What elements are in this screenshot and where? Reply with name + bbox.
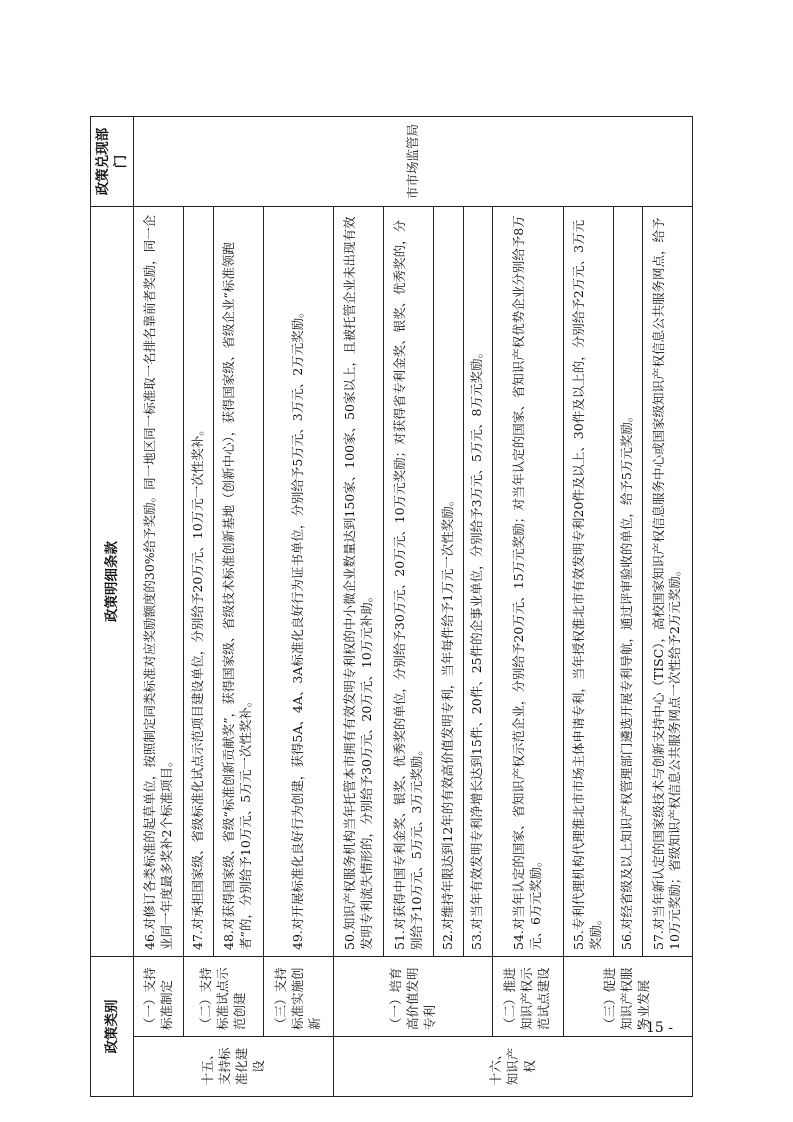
header-dept: 政策兑现部门 [91,117,134,207]
subgroup-name: （三）支持标准实施创新 [263,957,334,1037]
rotated-page-content [90,117,693,1097]
dept-cell: 市市场监管局 [134,117,693,207]
policy-table [90,116,693,1097]
clause-text: 53.对当年有效发明专利净增长达到15件、20件、25件的企事业单位，分别给予3万元、5万元、8万元奖励。 [463,207,492,957]
table-row [642,117,692,1097]
clause-text: 47.对承担国家级、省级标准化试点示范项目建设单位，分别给予20万元、10万元一次性奖补。 [184,207,213,957]
clause-text: 52.对维持年限达到12年的有效高价值发明专利，当年每件给予1万元一次性奖励。 [434,207,463,957]
subgroup-name: （二）推进知识产权示范试点建设 [492,957,563,1037]
clause-text: 46.对修订各类标准的起草单位，按照制定同类标准对应奖励额度的30%给予奖励。同一地区同一标准取一名排名靠前者奖励，同一企业同一年度最多奖补2个标准项目。 [134,207,184,957]
table-row [213,117,263,1097]
subgroup-name: （一）培育高价值发明专利 [334,957,493,1037]
table-row [184,117,213,1097]
clause-text: 56.对经省级及以上知识产权管理部门遴选开展专利导航，通过评审验收的单位，给予5万元奖励。 [613,207,642,957]
table-row [463,117,492,1097]
table-row [492,117,563,1097]
subgroup-name: （二）支持标准试点示范创建 [184,957,263,1037]
table-row [263,117,334,1097]
clause-text: 57.对当年新认定的国家级技术与创新支持中心（TISC），高校国家知识产权信息服务中心或国家级知识产权信息公共服务网点，给予10万元奖励；省级知识产权信息公共服务网点一次性给予2万元奖励。 [642,207,692,957]
clause-text: 49.对开展标准化良好行为创建，获得5A、4A、3A标准化良好行为证书单位，分别给予5万元、3万元、2万元奖励。 [263,207,334,957]
subgroup-name: （一）支持标准制定 [134,957,184,1037]
table-row [434,117,463,1097]
header-row [91,117,134,1097]
table-row [334,117,384,1097]
clause-text: 51.对获得中国专利金奖、银奖、优秀奖的单位，分别给予30万元、20万元、10万元奖励；对获得省专利金奖、银奖、优秀奖的，分别给予10万元、5万元、3万元奖励。 [384,207,434,957]
group-name: 十六、知识产权 [334,1037,693,1097]
header-category: 政策类别 [91,957,134,1097]
table-row [384,117,434,1097]
group-name: 十五、支持标准化建设 [134,1037,334,1097]
table-row [563,117,613,1097]
header-clause: 政策明细条款 [91,207,134,957]
clause-text: 54.对当年认定的国家、省知识产权示范企业，分别给予20万元、15万元奖励；对当年认定的国家、省知识产权优势企业分别给予8万元、6万元奖励。 [492,207,563,957]
clause-text: 55.专利代理机构代理淮北市市场主体申请专利，当年授权淮北市有效发明专利20件及以上、30件及以上的，分别给予2万元、3万元奖励。 [563,207,613,957]
page-number: - 15 - [636,1020,673,1036]
table-row [134,117,184,1097]
table-row [613,117,642,1097]
clause-text: 48.对获得国家级、省级“标准创新贡献奖”，获得国家级、省级技术标准创新基地（创新中心），获得国家级、省级企业“标准领跑者”的，分别给予10万元、5万元一次性奖补。 [213,207,263,957]
subgroup-name: （三）促进知识产权服务业发展 [563,957,692,1037]
clause-text: 50.知识产权服务机构当年托管本市拥有有效发明专利权的中小微企业数量达到150家、100家、50家以上，且被托管企业未出现有效发明专利流失情形的，分别给予30万元、20万元、10万元补助。 [334,207,384,957]
